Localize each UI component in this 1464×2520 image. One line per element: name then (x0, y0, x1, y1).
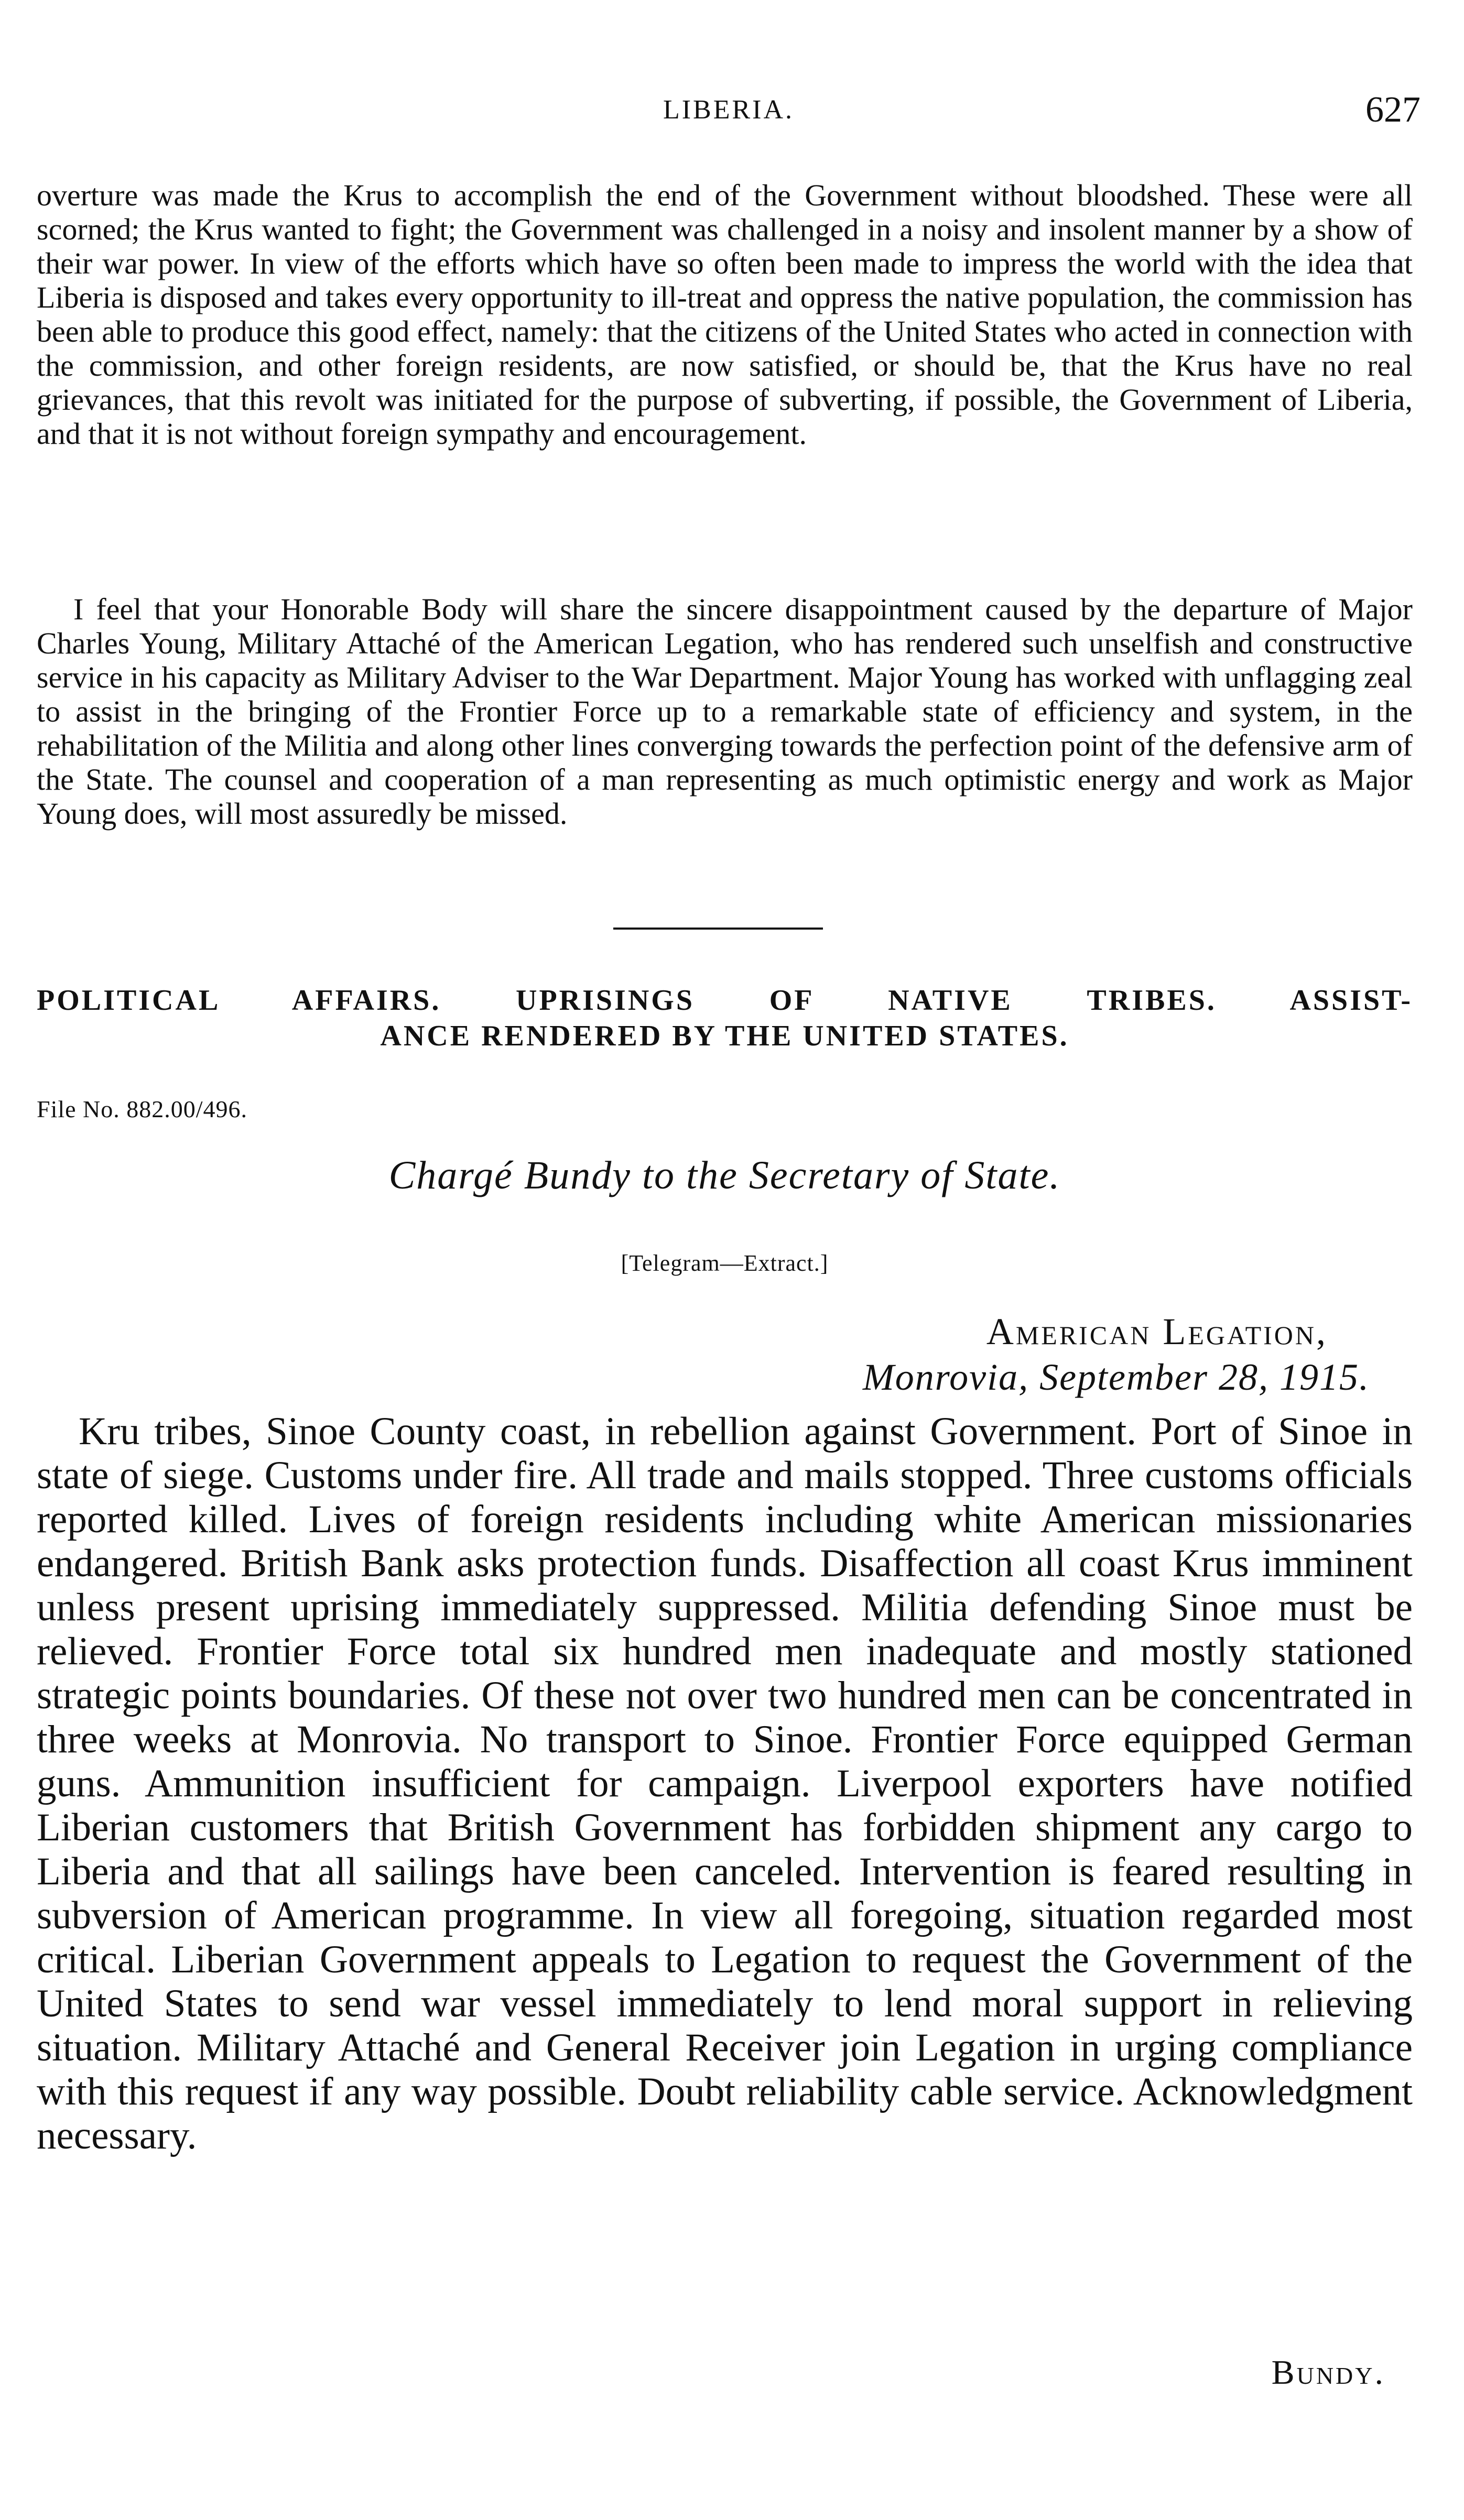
document-subtitle: [Telegram—Extract.] (621, 1250, 829, 1276)
continued-paragraph (37, 178, 1413, 451)
telegram-body: Kru tribes, Sinoe County coast, in rebellion against Government. Port of Sinoe in state of siege. Customs under fire. All trade and mails stopped. Three customs officials reported killed. Lives of foreign residents including white American missionaries endangered. British Bank asks protection funds. Disaffection all coast Krus imminent unless present uprising immediately suppressed. Militia defending Sinoe must be relieved. Frontier Force total six hundred men inadequate and mostly stationed strategic points boundaries. Of these not over two hundred men can be concentrated in three weeks at Monrovia. No transport to Sinoe. Frontier Force equipped German guns. Ammunition insufficient for campaign. Liverpool exporters have notified Liberian customers that British Government has forbidden shipment any cargo to Liberia and that all sailings have been canceled. Intervention is feared resulting in subversion of American programme. In view all foregoing, situation regarded most critical. Liberian Government appeals to Legation to request the Government of the United States to send war vessel immediately to lend moral support in relieving situation. Military Attaché and General Receiver join Legation in urging compliance with this request if any way possible. Doubt reliability cable service. Acknowledgment necessary. (37, 1410, 1413, 2157)
closing-paragraph (37, 592, 1413, 831)
section-heading-line-2: ANCE RENDERED BY THE UNITED STATES. (380, 1020, 1069, 1052)
section-heading-line-1: POLITICAL AFFAIRS. UPRISINGS OF NATIVE TRIBES. ASSIST- (37, 984, 1413, 1017)
section-divider (613, 928, 823, 930)
running-head: LIBERIA. (663, 95, 795, 125)
paragraph-2: I feel that your Honorable Body will share the sincere disappointment caused by the departure of Major Charles Young, Military Attaché of the American Legation, who has rendered such unselfish and constructive service in his capacity as Military Adviser to the War Department. Major Young has worked with unflagging zeal to assist in the bringing of the Frontier Force up to a remarkable state of efficiency and system, in the rehabilitation of the Militia and along other lines converging towards the perfection point of the defensive arm of the State. The counsel and cooperation of a man representing as much optimistic energy and work as Major Young does, will most assuredly be missed. (37, 592, 1413, 831)
dateline (863, 1310, 1370, 1399)
document-title: Chargé Bundy to the Secretary of State. (388, 1153, 1061, 1197)
file-number: File No. 882.00/496. (37, 1096, 248, 1122)
section-heading (37, 983, 1413, 1054)
dateline-place: American Legation, (986, 1311, 1328, 1352)
dateline-date: Monrovia, September 28, 1915. (862, 1356, 1370, 1398)
paragraph-1: overture was made the Krus to accomplish the end of the Government without bloodshed. These were all scorned; the Krus wanted to fight; the Government was challenged in a noisy and insolent manner by a show of their war power. In view of the efforts which have so often been made to impress the world with the idea that Liberia is disposed and takes every opportunity to ill-treat and oppress the native population, the commission has been able to produce this good effect, namely: that the citizens of the United States who acted in connection with the commission, and other foreign residents, are now satisfied, or should be, that the Krus have no real grievances, that this revolt was initiated for the purpose of subverting, if possible, the Government of Liberia, and that it is not without foreign sympathy and encouragement. (37, 178, 1413, 451)
signature: Bundy. (1271, 2353, 1385, 2392)
page-number: 627 (1365, 90, 1420, 130)
page-header (37, 89, 1420, 136)
